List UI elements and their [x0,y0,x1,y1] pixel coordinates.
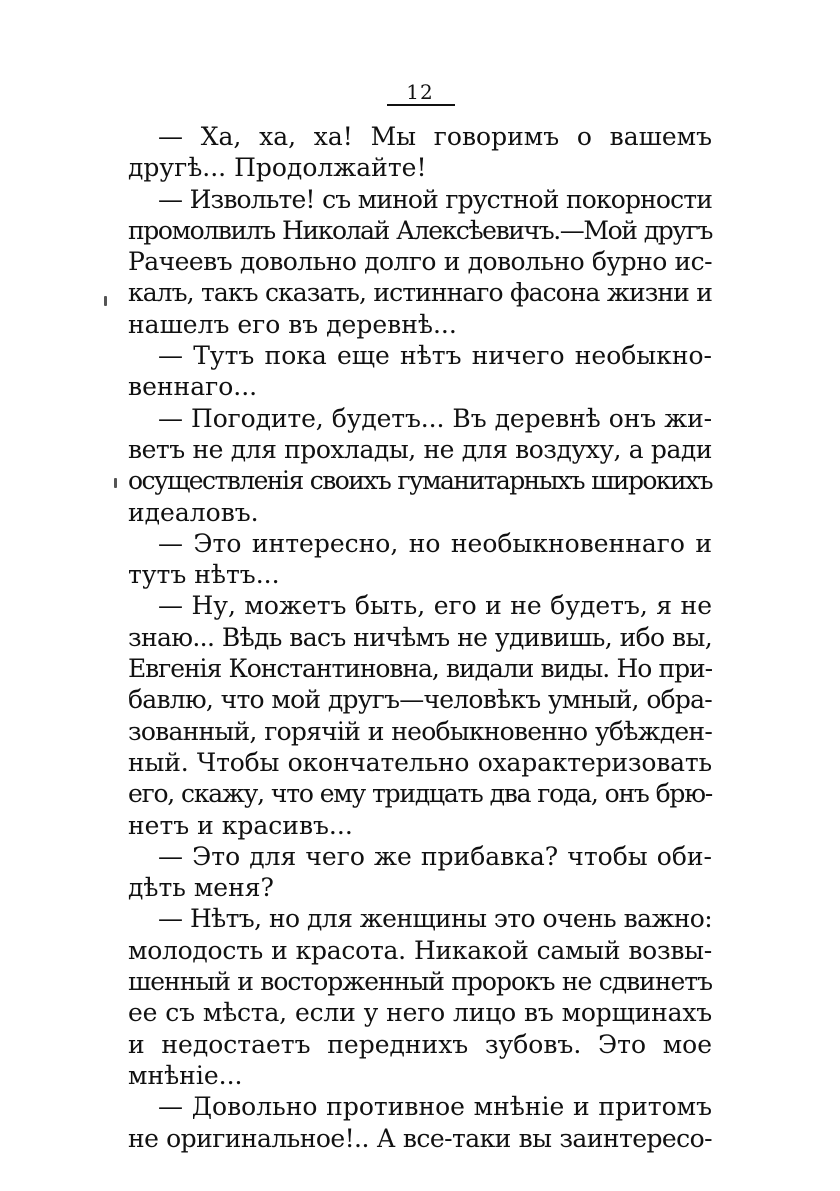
text-line: — Это интересно, но необыкновеннаго и [158,528,712,558]
text-line: ный. Чтобы окончательно охарактеризовать [128,747,712,777]
text-line: веннаго... [128,372,258,402]
text-line: тутъ нѣтъ... [128,560,280,590]
margin-speck [114,478,117,488]
text-line: ее съ мѣста, если у него лицо въ морщинахъ [128,998,712,1028]
text-line: знаю... Вѣдь васъ ничѣмъ не удивишь, ибо вы, [128,622,712,652]
text-line: Евгенія Константиновна, видали виды. Но при- [128,654,712,684]
text-line: дѣть меня? [128,873,274,903]
text-line: — Погодите, будетъ... Въ деревнѣ онъ жи- [158,403,712,433]
text-line: промолвилъ Николай Алексѣевичъ.—Мой другъ [128,215,712,245]
text-line: молодость и красота. Никакой самый возвы- [128,935,712,965]
text-line: идеаловъ. [128,497,259,527]
text-line: его, скажу, что ему тридцать два года, онъ брю- [128,779,712,809]
text-line: шенный и восторженный пророкъ не сдвинетъ [128,967,712,997]
text-line: — Тутъ пока еще нѣтъ ничего необыкно- [158,341,712,371]
text-line: и недостаетъ переднихъ зубовъ. Это мое [128,1029,712,1059]
text-line: ветъ не для прохлады, не для воздуху, а ради [128,434,712,464]
text-line: — Нѣтъ, но для женщины это очень важно: [158,904,712,934]
text-line: нетъ и красивъ... [128,810,353,840]
text-line: — Ха, ха, ха! Мы говоримъ о вашемъ [158,122,712,151]
text-line: — Довольно противное мнѣніе и притомъ [158,1092,712,1122]
text-line: нашелъ его въ деревнѣ... [128,309,457,339]
text-line: калъ, такъ сказать, истиннаго фасона жизни и [128,278,712,308]
body-text [128,121,712,1154]
text-line: бавлю, что мой другъ—человѣкъ умный, обра- [128,685,712,715]
text-line: не оригинальное!.. А все-таки вы заинтересо- [128,1123,712,1153]
margin-speck [104,296,107,306]
text-line: Рачеевъ довольно долго и довольно бурно ис- [128,247,712,277]
text-line: — Это для чего же прибавка? чтобы оби- [158,841,712,871]
text-line: зованный, горячій и необыкновенно убѣжден- [128,716,712,746]
text-line: другѣ... Продолжайте! [128,153,427,183]
text-line: — Ну, можетъ быть, его и не будетъ, я не [158,591,712,621]
text-line: осуществленія своихъ гуманитарныхъ широкихъ [128,466,712,496]
page-number: 12 [406,80,434,104]
page-number-rule [387,104,455,106]
text-line: — Извольте! съ миной грустной покорности [158,184,712,214]
text-line: мнѣніе... [128,1060,243,1090]
